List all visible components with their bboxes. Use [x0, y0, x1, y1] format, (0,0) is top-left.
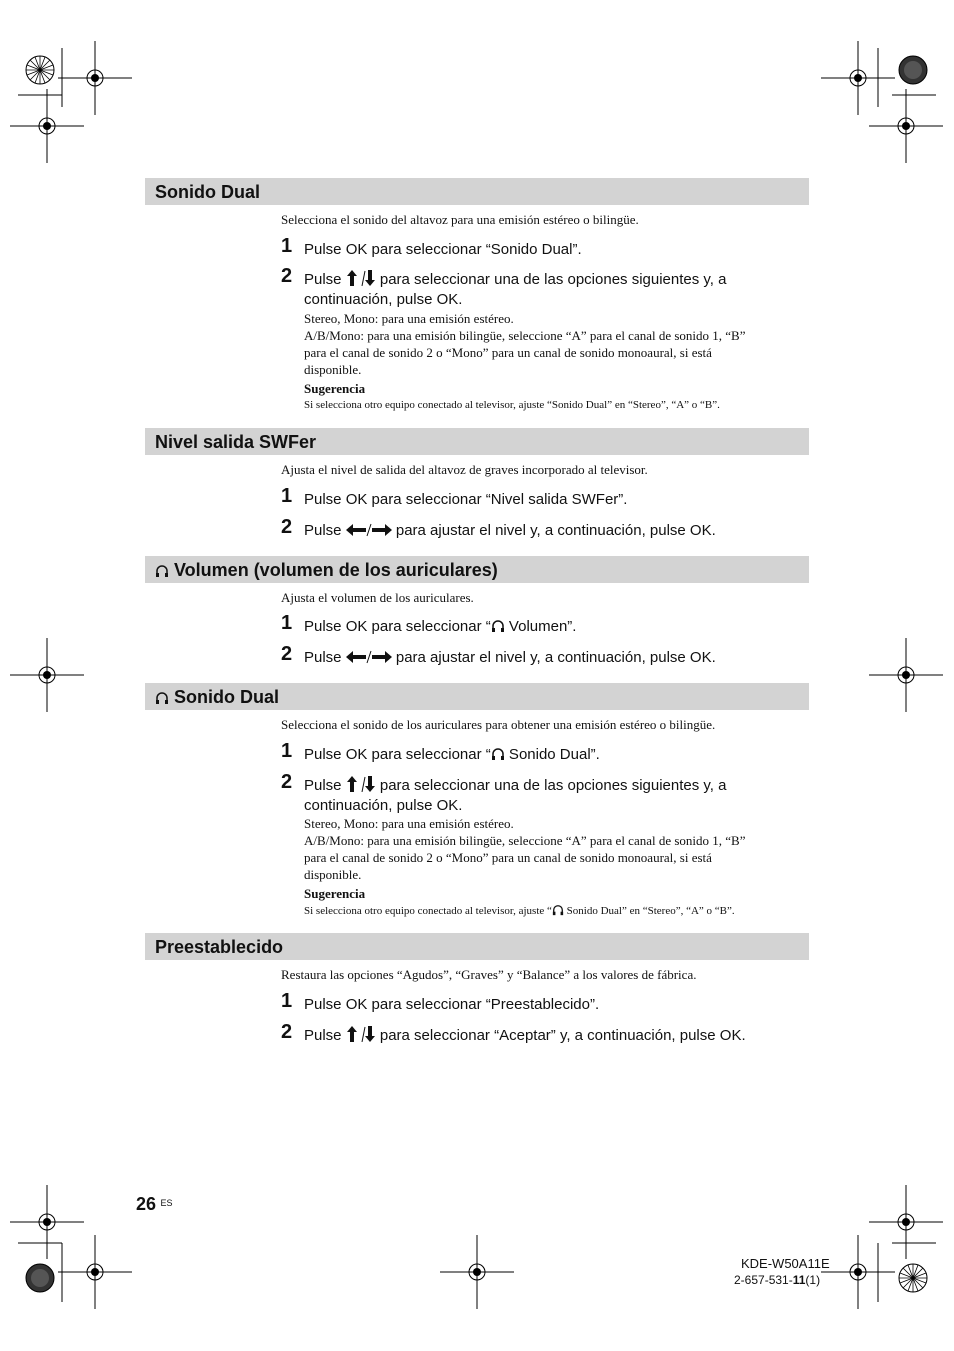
- step-text: Volumen”.: [504, 618, 577, 635]
- left-right-arrow-icon: [346, 523, 392, 537]
- section-header-sonido-dual: [145, 178, 809, 205]
- code-part: 11: [792, 1273, 806, 1287]
- section-header-sonido-dual-auriculares: [145, 683, 809, 710]
- section-header-nivel-salida-swfer: [145, 428, 809, 455]
- step-number: 2: [281, 1021, 293, 1043]
- step-number: 1: [281, 740, 293, 762]
- left-right-arrow-icon: [346, 650, 392, 664]
- step-number: 1: [281, 612, 293, 634]
- document-code: [734, 1273, 820, 1287]
- section-intro: Ajusta el nivel de salida del altavoz de graves incorporado al televisor.: [281, 462, 648, 477]
- code-part: (1): [805, 1273, 821, 1287]
- step-number: 1: [281, 990, 293, 1012]
- section-intro: Selecciona el sonido del altavoz para una emisión estéreo o bilingüe.: [281, 212, 639, 227]
- page-number-value: 26: [136, 1194, 157, 1214]
- tip-title: Sugerencia: [304, 381, 366, 396]
- step-text: Pulse OK para seleccionar “: [304, 746, 491, 763]
- page-language: ES: [160, 1198, 173, 1208]
- page-number: [136, 1194, 173, 1215]
- option-note: A/B/Mono: para una emisión bilingüe, seleccione “A” para el canal de sonido 1, “B”: [304, 328, 746, 343]
- section-title: Preestablecido: [155, 937, 284, 957]
- section-title: Volumen (volumen de los auriculares): [174, 560, 498, 580]
- option-note: disponible.: [304, 867, 362, 882]
- tip-text-part: Si selecciona otro equipo conectado al televisor, ajuste “: [304, 905, 552, 917]
- tip-text: [304, 904, 735, 917]
- section-intro: Selecciona el sonido de los auriculares para obtener una emisión estéreo o bilingüe.: [281, 717, 716, 732]
- headphones-icon: [155, 691, 169, 705]
- option-note: para el canal de sonido 2 o “Mono” para un canal de sonido monoaural, si está: [304, 850, 712, 865]
- section-intro: Restaura las opciones “Agudos”, “Graves” y “Balance” a los valores de fábrica.: [281, 967, 697, 982]
- up-down-arrow-icon: [346, 1026, 376, 1042]
- option-note: para el canal de sonido 2 o “Mono” para un canal de sonido monoaural, si está: [304, 345, 712, 360]
- step-number: 2: [281, 643, 293, 665]
- step-number: 2: [281, 265, 293, 287]
- step-text: Pulse: [304, 649, 346, 666]
- option-note: Stereo, Mono: para una emisión estéreo.: [304, 816, 514, 831]
- step-text: Pulse OK para seleccionar “: [304, 618, 491, 635]
- headphones-icon: [552, 904, 564, 916]
- section-header-volumen-auriculares: [145, 556, 809, 583]
- step-number: 1: [281, 235, 293, 257]
- step-text: para ajustar el nivel y, a continuación, pulse OK.: [391, 522, 716, 539]
- headphones-icon: [155, 564, 169, 578]
- tip-text-part: Sonido Dual” en “Stereo”, “A” o “B”.: [563, 905, 735, 917]
- step-text: Pulse OK para seleccionar “Preestablecido”.: [304, 996, 600, 1013]
- step-text: para seleccionar una de las opciones siguientes y, a: [375, 271, 727, 288]
- section-title: Sonido Dual: [174, 687, 280, 707]
- step-text: Pulse: [304, 271, 346, 288]
- headphones-icon: [491, 619, 505, 633]
- code-part: 2-657-531-: [734, 1273, 793, 1287]
- step-number: 2: [281, 771, 293, 793]
- tip-text: Si selecciona otro equipo conectado al televisor, ajuste “Sonido Dual” en “Stereo”, “A” o “B”.: [304, 399, 720, 411]
- option-note: A/B/Mono: para una emisión bilingüe, seleccione “A” para el canal de sonido 1, “B”: [304, 833, 746, 848]
- section-title: Nivel salida SWFer: [155, 432, 317, 452]
- step-text: para seleccionar una de las opciones siguientes y, a: [375, 777, 727, 794]
- step-text: para seleccionar “Aceptar” y, a continuación, pulse OK.: [375, 1027, 746, 1044]
- step-text: Sonido Dual”.: [504, 746, 600, 763]
- step-text: Pulse: [304, 1027, 346, 1044]
- model-number: KDE-W50A11E: [741, 1256, 830, 1271]
- step-number: 1: [281, 485, 293, 507]
- tip-title: Sugerencia: [304, 886, 366, 901]
- up-down-arrow-icon: [346, 270, 376, 286]
- section-intro: Ajusta el volumen de los auriculares.: [281, 590, 474, 605]
- step-text: Pulse OK para seleccionar “Sonido Dual”.: [304, 241, 582, 258]
- up-down-arrow-icon: [346, 776, 376, 792]
- headphones-icon: [491, 747, 505, 761]
- option-note: Stereo, Mono: para una emisión estéreo.: [304, 311, 514, 326]
- step-text: Pulse: [304, 777, 346, 794]
- section-title: Sonido Dual: [155, 182, 260, 202]
- step-text: Pulse: [304, 522, 346, 539]
- step-number: 2: [281, 516, 293, 538]
- step-text-line2: continuación, pulse OK.: [304, 797, 463, 814]
- step-text: Pulse OK para seleccionar “Nivel salida SWFer”.: [304, 491, 628, 508]
- step-text-line2: continuación, pulse OK.: [304, 291, 463, 308]
- section-header-preestablecido: [145, 933, 809, 960]
- step-text: para ajustar el nivel y, a continuación, pulse OK.: [391, 649, 716, 666]
- option-note: disponible.: [304, 362, 362, 377]
